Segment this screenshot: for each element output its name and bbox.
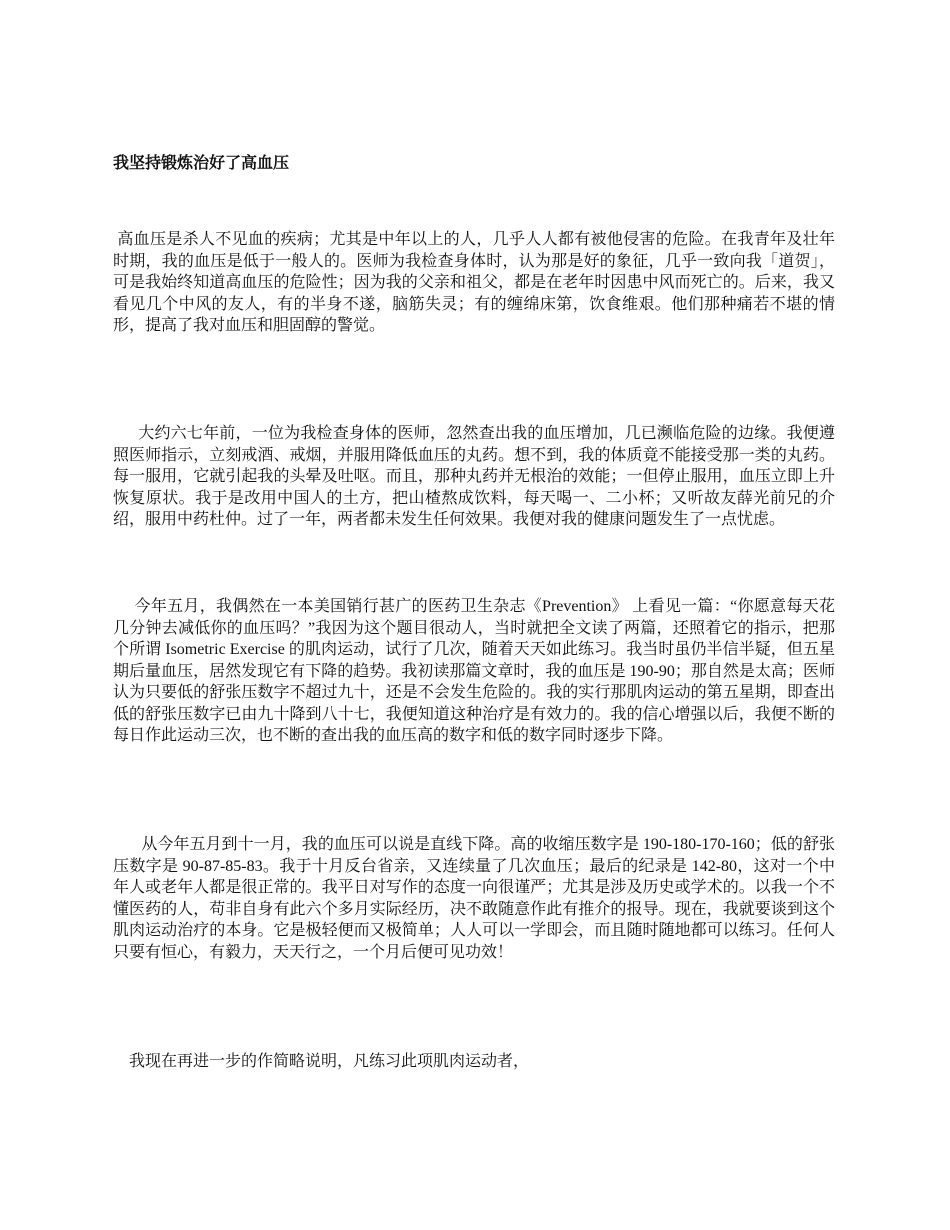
paragraph-1: 高血压是杀人不见血的疾病；尤其是中年以上的人，几乎人人都有被他侵害的危险。在我青年及壮年时期，我的血压是低于一般人的。医师为我检查身体时，认为那是好的象征，几乎一致向我「道贺」，可是我始终知道高血压的危险性；因为我的父亲和祖父，都是在老年时因患中风而死亡的。后来，我又看见几个中风的友人，有的半身不遂，脑筋失灵；有的缠绵床第，饮食维艰。他们那种痛若不堪的情形，提高了我对血压和胆固醇的警觉。 [113,231,835,334]
paragraph-5: 我现在再进一步的作简略说明，凡练习此项肌肉运动者， [113,1053,530,1070]
paragraph-3: 今年五月，我偶然在一本美国销行甚广的医药卫生杂志《Prevention》 上看见一篇：“你愿意每天花几分钟去减低你的血压吗？”我因为这个题目很动人，当时就把全文读了两篇，还照着它的指示，把那个所谓 Isometric Exercise 的肌肉运动，试行了几次，随着天天如此练习。我当时虽仍半信半疑，但五星期后量血压，居然发现它有下降的趋势。我初读那篇文章时，我的血压是 190-90；那自然是太高；医师认为只要低的舒张压数字不超过九十，还是不会发生危险的。我的实行那肌肉运动的第五星期，即查出低的舒张压数字已由九十降到八十七，我便知道这种治疗是有效力的。我的信心增强以后，我便不断的每日作此运动三次，也不断的查出我的血压高的数字和低的数字同时逐步下降。 [113,598,835,744]
paragraph-4: 从今年五月到十一月，我的血压可以说是直线下降。高的收缩压数字是 190-180-170-160；低的舒张压数字是 90-87-85-83。我于十月反台省亲，又连续量了几次血压；最后的纪录是 142-80，这对一个中年人或老年人都是很正常的。我平日对写作的态度一向很谨严；尤其是涉及历史或学术的。以我一个不懂医药的人，苟非自身有此六个多月实际经历，决不敢随意作此有推介的报导。现在，我就要谈到这个肌肉运动治疗的本身。它是极轻便而又极简单；人人可以一学即会，而且随时随地都可以练习。任何人只要有恒心，有毅力，天天行之，一个月后便可见功效！ [113,836,835,961]
document-title: 我坚持锻炼治好了高血压 [113,153,290,172]
paragraph-2: 大约六七年前，一位为我检查身体的医师，忽然查出我的血压增加，几已濒临危险的边缘。我便遵照医师指示，立刻戒酒、戒烟，并服用降低血压的丸药。想不到，我的体质竟不能接受那一类的丸药。每一服用，它就引起我的头晕及吐呕。而且，那种丸药并无根治的效能；一但停止服用，血压立即上升恢复原状。我于是改用中国人的土方，把山楂熬成饮料，每天喝一、二小杯；又听故友薛光前兄的介绍，服用中药杜仲。过了一年，两者都未发生任何效果。我便对我的健康问题发生了一点忧虑。 [113,425,835,528]
